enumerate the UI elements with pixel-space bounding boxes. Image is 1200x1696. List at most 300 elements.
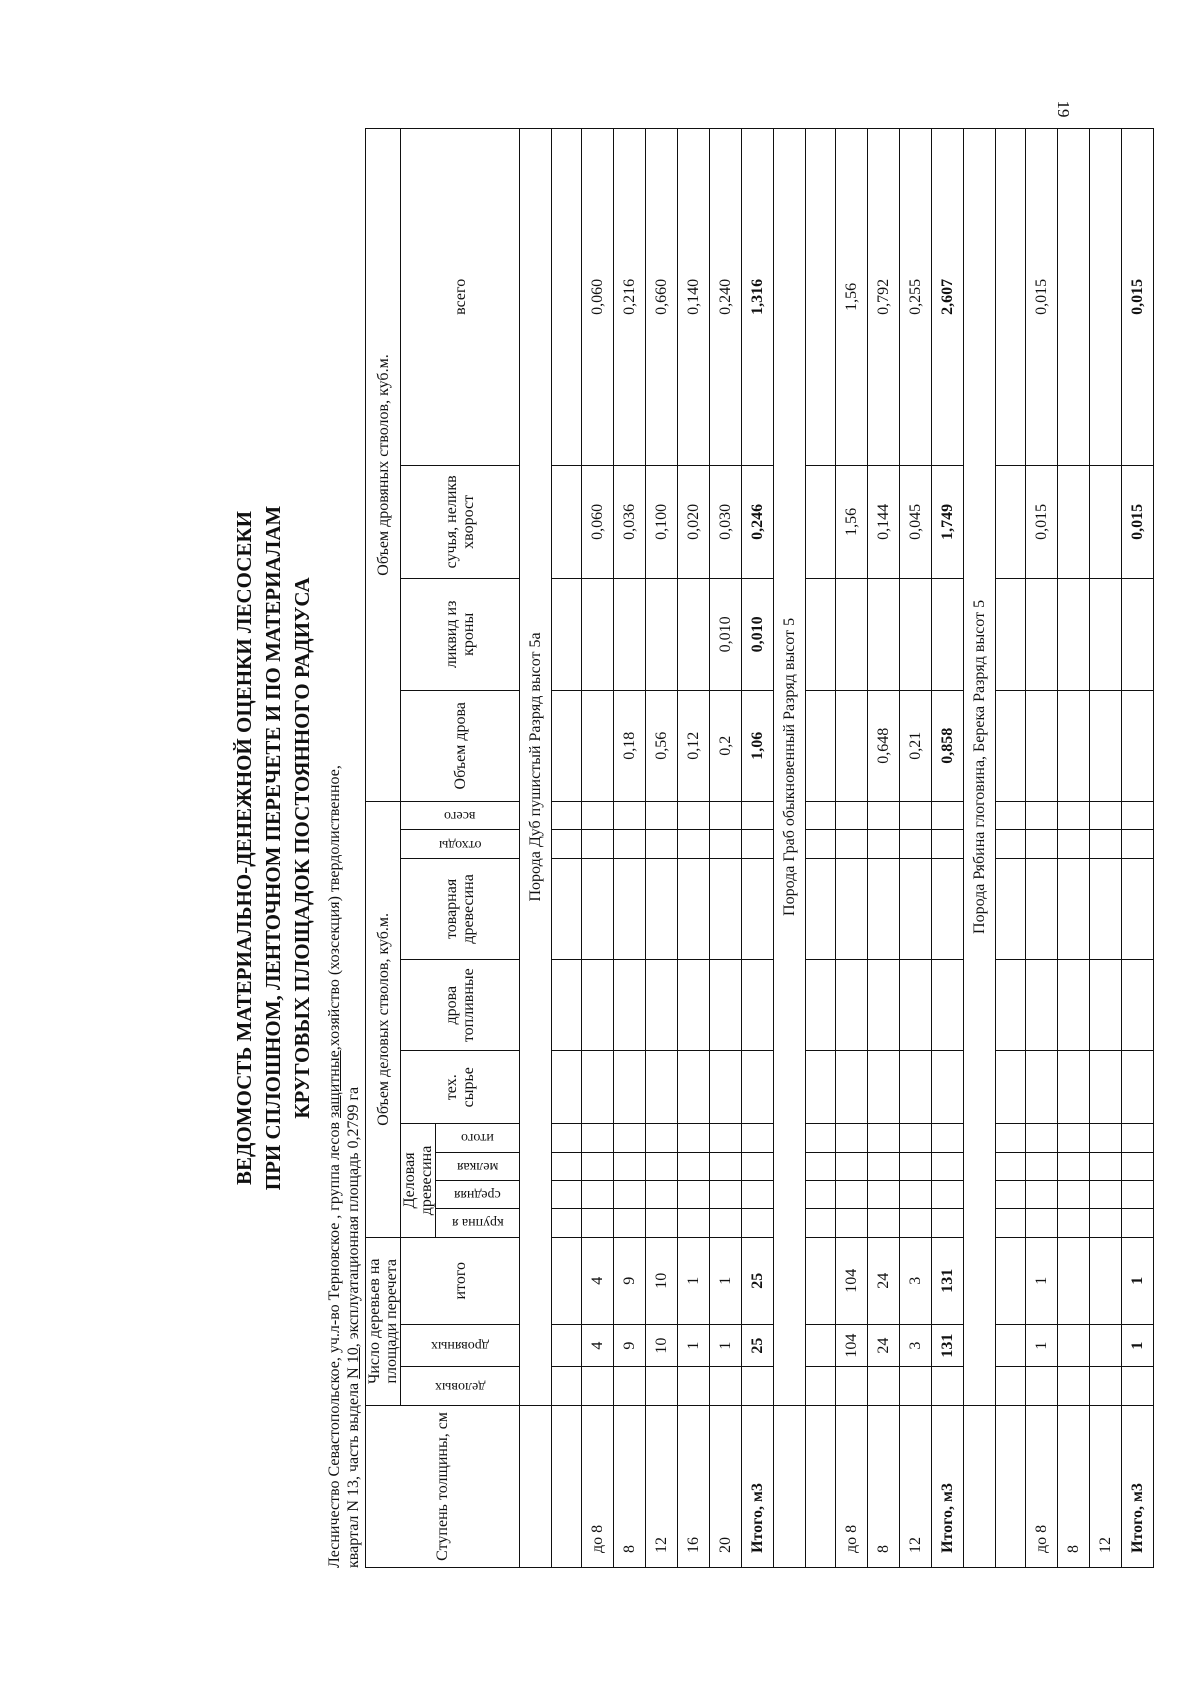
empty-cell xyxy=(552,1209,582,1237)
empty-cell xyxy=(1058,830,1090,858)
empty-cell xyxy=(806,802,836,830)
empty-cell xyxy=(1122,1051,1154,1124)
empty-cell xyxy=(932,1180,964,1208)
empty-cell xyxy=(646,1209,678,1237)
empty-cell xyxy=(678,1152,710,1180)
empty-cell xyxy=(552,1152,582,1180)
empty-cell xyxy=(996,1367,1026,1406)
empty-cell xyxy=(1090,802,1122,830)
cell-del xyxy=(868,1367,900,1406)
empty-cell xyxy=(900,960,932,1051)
empty-cell xyxy=(868,802,900,830)
empty-cell xyxy=(806,858,836,959)
empty-cell xyxy=(996,579,1026,690)
empty-cell xyxy=(996,1124,1026,1152)
cell-drov: 3 xyxy=(900,1324,932,1367)
cell-itogo xyxy=(1058,1237,1090,1324)
header-likvid: ликвид из кроны xyxy=(401,579,520,690)
cell-drov: 25 xyxy=(742,1324,774,1367)
empty-cell xyxy=(1058,802,1090,830)
empty-cell xyxy=(614,1180,646,1208)
cell-suchya: 0,015 xyxy=(1122,465,1154,578)
header-suchya: сучья, неликв хворост xyxy=(401,465,520,578)
cell-vsego: 0,140 xyxy=(678,129,710,466)
cell-itogo: 4 xyxy=(582,1237,614,1324)
empty-cell xyxy=(1122,1209,1154,1237)
empty-cell xyxy=(1026,1124,1058,1152)
empty-cell xyxy=(552,690,582,801)
section-label-row xyxy=(774,129,806,1568)
cell-drov xyxy=(1058,1324,1090,1367)
empty-cell xyxy=(614,1051,646,1124)
empty-cell xyxy=(806,465,836,578)
cell-itogo: 25 xyxy=(742,1237,774,1324)
empty-cell xyxy=(1122,830,1154,858)
empty-cell xyxy=(932,858,964,959)
empty-cell xyxy=(646,1152,678,1180)
empty-cell xyxy=(900,830,932,858)
empty-cell xyxy=(900,1180,932,1208)
cell-suchya: 0,030 xyxy=(710,465,742,578)
empty-cell xyxy=(806,1051,836,1124)
cell-drov: 1 xyxy=(710,1324,742,1367)
empty-cell xyxy=(932,830,964,858)
section-label: Порода Дуб пушистый Разряд высот 5а xyxy=(520,129,552,1406)
empty-cell xyxy=(836,1209,868,1237)
cell-step: 8 xyxy=(868,1405,900,1567)
table-row xyxy=(582,129,614,1568)
cell-likvid xyxy=(646,579,678,690)
empty-cell xyxy=(1090,858,1122,959)
table-row xyxy=(678,129,710,1568)
empty-cell xyxy=(678,830,710,858)
empty-cell xyxy=(742,830,774,858)
cell-del xyxy=(836,1367,868,1406)
cell-suchya: 0,144 xyxy=(868,465,900,578)
empty-cell xyxy=(710,1209,742,1237)
cell-suchya xyxy=(1058,465,1090,578)
table-row xyxy=(710,129,742,1568)
empty-cell xyxy=(806,1237,836,1324)
header-commercial-group: Объем деловых стволов, куб.м. xyxy=(366,802,401,1238)
table-body xyxy=(520,129,1154,1568)
empty-cell xyxy=(710,1051,742,1124)
cell-drov: 24 xyxy=(868,1324,900,1367)
cell-del xyxy=(614,1367,646,1406)
empty-cell xyxy=(742,802,774,830)
empty-cell xyxy=(900,858,932,959)
cell-likvid xyxy=(868,579,900,690)
cell-drov: 1 xyxy=(1026,1324,1058,1367)
cell-suchya: 0,015 xyxy=(1026,465,1058,578)
empty-cell xyxy=(614,1152,646,1180)
empty-cell xyxy=(1026,802,1058,830)
empty-cell xyxy=(1058,1124,1090,1152)
title-line-2: ПРИ СПЛОШНОМ, ЛЕНТОЧНОМ ПЕРЕЧЕТЕ И ПО МАТЕРИАЛАМ xyxy=(261,505,285,1191)
empty-cell xyxy=(552,802,582,830)
cell-likvid xyxy=(1090,579,1122,690)
cell-drov: 4 xyxy=(582,1324,614,1367)
empty-cell xyxy=(1026,1180,1058,1208)
cell-step: Итого, м3 xyxy=(1122,1405,1154,1567)
empty-cell xyxy=(1122,1124,1154,1152)
cell-suchya: 0,020 xyxy=(678,465,710,578)
header-drovyanyh: дровяных xyxy=(401,1324,520,1367)
cell-drova xyxy=(1122,690,1154,801)
table-row xyxy=(1090,129,1122,1568)
meta-line-1: Лесничество Севастопольское, уч.л-во Терновское , группа лесов защитные,хозяйство (хозсекция) твердолиственное, xyxy=(326,765,343,1568)
empty-cell xyxy=(1090,830,1122,858)
cell-likvid xyxy=(614,579,646,690)
empty-cell xyxy=(582,802,614,830)
empty-cell xyxy=(932,1124,964,1152)
cell-itogo: 10 xyxy=(646,1237,678,1324)
total-row xyxy=(932,129,964,1568)
header-teh-syrye: тех. сырье xyxy=(401,1051,520,1124)
cell-del xyxy=(646,1367,678,1406)
cell-vsego: 0,015 xyxy=(1122,129,1154,466)
empty-cell xyxy=(836,802,868,830)
section-label-row xyxy=(964,129,996,1568)
empty-cell xyxy=(646,802,678,830)
empty-cell xyxy=(678,960,710,1051)
empty-cell xyxy=(710,1180,742,1208)
empty-cell xyxy=(1090,960,1122,1051)
empty-cell xyxy=(836,1124,868,1152)
header-drova-topl: дрова топливные xyxy=(401,960,520,1051)
spacer-row xyxy=(996,129,1026,1568)
empty-cell xyxy=(1058,1209,1090,1237)
empty-cell xyxy=(1090,1051,1122,1124)
empty-cell xyxy=(710,802,742,830)
empty-cell xyxy=(900,1209,932,1237)
empty-cell xyxy=(806,1180,836,1208)
empty-cell xyxy=(996,690,1026,801)
cell-del xyxy=(742,1367,774,1406)
empty-cell xyxy=(996,465,1026,578)
empty-cell xyxy=(806,960,836,1051)
cell-drova: 0,858 xyxy=(932,690,964,801)
document-sheet xyxy=(230,128,1146,1568)
cell-drov xyxy=(1090,1324,1122,1367)
empty-cell xyxy=(582,1051,614,1124)
empty-cell xyxy=(900,1152,932,1180)
empty-cell xyxy=(964,1405,996,1567)
cell-step: Итого, м3 xyxy=(932,1405,964,1567)
empty-cell xyxy=(996,1209,1026,1237)
cell-drov: 10 xyxy=(646,1324,678,1367)
page-number: 19 xyxy=(1054,100,1073,118)
cell-suchya: 0,100 xyxy=(646,465,678,578)
section-label: Порода Рябина глоговина, Берека Разряд высот 5 xyxy=(964,129,996,1406)
empty-cell xyxy=(1058,1051,1090,1124)
cell-vsego: 0,660 xyxy=(646,129,678,466)
empty-cell xyxy=(806,1367,836,1406)
cell-likvid xyxy=(900,579,932,690)
empty-cell xyxy=(1058,858,1090,959)
cell-suchya: 0,060 xyxy=(582,465,614,578)
empty-cell xyxy=(996,1324,1026,1367)
empty-cell xyxy=(836,858,868,959)
empty-cell xyxy=(646,1124,678,1152)
empty-cell xyxy=(710,830,742,858)
cell-vsego: 0,792 xyxy=(868,129,900,466)
header-vsego-v: всего xyxy=(401,802,520,830)
cell-drova xyxy=(1090,690,1122,801)
empty-cell xyxy=(742,960,774,1051)
cell-likvid xyxy=(1026,579,1058,690)
empty-cell xyxy=(552,129,582,466)
empty-cell xyxy=(868,960,900,1051)
cell-step: до 8 xyxy=(836,1405,868,1567)
document-title xyxy=(230,128,317,1568)
empty-cell xyxy=(614,830,646,858)
empty-cell xyxy=(742,1124,774,1152)
cell-del xyxy=(900,1367,932,1406)
cell-drov: 1 xyxy=(1122,1324,1154,1367)
empty-cell xyxy=(932,802,964,830)
spacer-row xyxy=(806,129,836,1568)
empty-cell xyxy=(552,1180,582,1208)
table-row xyxy=(1026,129,1058,1568)
cell-vsego: 0,255 xyxy=(900,129,932,466)
cell-del xyxy=(582,1367,614,1406)
cell-drova: 1,06 xyxy=(742,690,774,801)
meta-line-2: квартал N 13, часть выдела N 10, эксплуатационная площадь 0,2799 га xyxy=(345,1086,362,1568)
empty-cell xyxy=(836,1051,868,1124)
header-melkaya: мелкая xyxy=(436,1152,520,1180)
empty-cell xyxy=(1122,858,1154,959)
empty-cell xyxy=(932,960,964,1051)
empty-cell xyxy=(614,802,646,830)
total-row xyxy=(742,129,774,1568)
empty-cell xyxy=(742,1152,774,1180)
cell-step: 16 xyxy=(678,1405,710,1567)
empty-cell xyxy=(868,1051,900,1124)
cell-del xyxy=(678,1367,710,1406)
cell-suchya: 1,749 xyxy=(932,465,964,578)
empty-cell xyxy=(996,830,1026,858)
header-step: Ступень толщины, см xyxy=(366,1405,520,1567)
cell-del xyxy=(1090,1367,1122,1406)
empty-cell xyxy=(996,1180,1026,1208)
cell-vsego: 2,607 xyxy=(932,129,964,466)
empty-cell xyxy=(996,1405,1026,1567)
empty-cell xyxy=(552,1324,582,1367)
empty-cell xyxy=(678,1124,710,1152)
cell-del xyxy=(932,1367,964,1406)
cell-itogo: 1 xyxy=(678,1237,710,1324)
empty-cell xyxy=(552,1051,582,1124)
empty-cell xyxy=(552,465,582,578)
empty-cell xyxy=(868,858,900,959)
total-row xyxy=(1122,129,1154,1568)
table-row xyxy=(614,129,646,1568)
empty-cell xyxy=(582,1124,614,1152)
cell-step: до 8 xyxy=(1026,1405,1058,1567)
cell-vsego: 0,240 xyxy=(710,129,742,466)
cell-step: до 8 xyxy=(582,1405,614,1567)
cell-del xyxy=(1026,1367,1058,1406)
empty-cell xyxy=(1058,1152,1090,1180)
cell-drov: 1 xyxy=(678,1324,710,1367)
empty-cell xyxy=(932,1051,964,1124)
cell-itogo xyxy=(1090,1237,1122,1324)
empty-cell xyxy=(1058,960,1090,1051)
empty-cell xyxy=(552,1367,582,1406)
cell-likvid: 0,010 xyxy=(742,579,774,690)
empty-cell xyxy=(806,830,836,858)
cell-likvid xyxy=(582,579,614,690)
empty-cell xyxy=(742,1051,774,1124)
empty-cell xyxy=(646,960,678,1051)
empty-cell xyxy=(806,129,836,466)
cell-step: 20 xyxy=(710,1405,742,1567)
cell-vsego xyxy=(1058,129,1090,466)
empty-cell xyxy=(932,1209,964,1237)
spacer-row xyxy=(552,129,582,1568)
cell-itogo: 104 xyxy=(836,1237,868,1324)
cell-drov: 131 xyxy=(932,1324,964,1367)
empty-cell xyxy=(996,129,1026,466)
table-row xyxy=(646,129,678,1568)
empty-cell xyxy=(582,858,614,959)
cell-suchya: 0,045 xyxy=(900,465,932,578)
empty-cell xyxy=(710,1152,742,1180)
cell-step: Итого, м3 xyxy=(742,1405,774,1567)
header-trees-itogo: итого xyxy=(401,1237,520,1324)
cell-drova: 0,12 xyxy=(678,690,710,801)
empty-cell xyxy=(996,1237,1026,1324)
empty-cell xyxy=(996,1152,1026,1180)
section-label-row xyxy=(520,129,552,1568)
empty-cell xyxy=(552,1237,582,1324)
cell-vsego xyxy=(1090,129,1122,466)
empty-cell xyxy=(1026,1209,1058,1237)
empty-cell xyxy=(806,579,836,690)
cell-itogo: 1 xyxy=(1026,1237,1058,1324)
empty-cell xyxy=(806,1405,836,1567)
header-obem-drova: Объем дрова xyxy=(401,690,520,801)
empty-cell xyxy=(868,1180,900,1208)
empty-cell xyxy=(1122,802,1154,830)
valuation-table xyxy=(365,128,1154,1568)
empty-cell xyxy=(996,802,1026,830)
empty-cell xyxy=(552,830,582,858)
cell-step: 12 xyxy=(646,1405,678,1567)
cell-del xyxy=(1058,1367,1090,1406)
empty-cell xyxy=(836,1180,868,1208)
empty-cell xyxy=(1090,1152,1122,1180)
cell-drova xyxy=(1058,690,1090,801)
cell-itogo: 9 xyxy=(614,1237,646,1324)
empty-cell xyxy=(552,579,582,690)
empty-cell xyxy=(646,830,678,858)
empty-cell xyxy=(1026,858,1058,959)
empty-cell xyxy=(582,1152,614,1180)
title-line-1: ВЕДОМОСТЬ МАТЕРИАЛЬНО-ДЕНЕЖНОЙ ОЦЕНКИ ЛЕСОСЕКИ xyxy=(232,511,256,1185)
cell-suchya: 1,56 xyxy=(836,465,868,578)
empty-cell xyxy=(742,858,774,959)
cell-likvid xyxy=(836,579,868,690)
empty-cell xyxy=(678,1209,710,1237)
cell-likvid xyxy=(678,579,710,690)
empty-cell xyxy=(1122,960,1154,1051)
empty-cell xyxy=(1090,1124,1122,1152)
cell-step: 12 xyxy=(1090,1405,1122,1567)
section-label: Порода Граб обыкновенный Разряд высот 5 xyxy=(774,129,806,1406)
empty-cell xyxy=(1026,1152,1058,1180)
header-krupnaya: крупна я xyxy=(436,1209,520,1237)
empty-cell xyxy=(1026,960,1058,1051)
cell-drov: 9 xyxy=(614,1324,646,1367)
empty-cell xyxy=(582,830,614,858)
cell-vsego: 0,216 xyxy=(614,129,646,466)
empty-cell xyxy=(806,1324,836,1367)
empty-cell xyxy=(806,1152,836,1180)
cell-likvid xyxy=(1122,579,1154,690)
empty-cell xyxy=(900,1051,932,1124)
empty-cell xyxy=(614,858,646,959)
table-row xyxy=(868,129,900,1568)
empty-cell xyxy=(932,1152,964,1180)
header-delovaya: Деловая древесина xyxy=(401,1124,436,1237)
cell-del xyxy=(710,1367,742,1406)
empty-cell xyxy=(520,1405,552,1567)
cell-del xyxy=(1122,1367,1154,1406)
cell-drova: 0,56 xyxy=(646,690,678,801)
cell-itogo: 1 xyxy=(710,1237,742,1324)
header-vsego: всего xyxy=(401,129,520,466)
header-itogo-v: итого xyxy=(436,1124,520,1152)
empty-cell xyxy=(900,1124,932,1152)
empty-cell xyxy=(710,858,742,959)
empty-cell xyxy=(710,960,742,1051)
header-othody: отходы xyxy=(401,830,520,858)
cell-drova xyxy=(836,690,868,801)
empty-cell xyxy=(552,1124,582,1152)
empty-cell xyxy=(996,1051,1026,1124)
cell-itogo: 3 xyxy=(900,1237,932,1324)
empty-cell xyxy=(646,1180,678,1208)
empty-cell xyxy=(1122,1180,1154,1208)
empty-cell xyxy=(868,1124,900,1152)
cell-step: 8 xyxy=(614,1405,646,1567)
empty-cell xyxy=(868,830,900,858)
cell-drova xyxy=(1026,690,1058,801)
cell-itogo: 131 xyxy=(932,1237,964,1324)
empty-cell xyxy=(552,1405,582,1567)
cell-suchya: 0,246 xyxy=(742,465,774,578)
empty-cell xyxy=(614,960,646,1051)
cell-drova: 0,21 xyxy=(900,690,932,801)
header-tovarnaya: товарная древесина xyxy=(401,858,520,959)
empty-cell xyxy=(836,960,868,1051)
title-line-3: КРУГОВЫХ ПЛОЩАДОК ПОСТОЯННОГО РАДИУСА xyxy=(290,577,314,1119)
empty-cell xyxy=(710,1124,742,1152)
empty-cell xyxy=(646,1051,678,1124)
empty-cell xyxy=(614,1209,646,1237)
header-fuel-group: Объем дровяных стволов, куб.м. xyxy=(366,129,401,802)
empty-cell xyxy=(1122,1152,1154,1180)
empty-cell xyxy=(582,1180,614,1208)
empty-cell xyxy=(742,1209,774,1237)
empty-cell xyxy=(836,1152,868,1180)
empty-cell xyxy=(678,858,710,959)
table-row xyxy=(836,129,868,1568)
table-row xyxy=(900,129,932,1568)
empty-cell xyxy=(806,1124,836,1152)
